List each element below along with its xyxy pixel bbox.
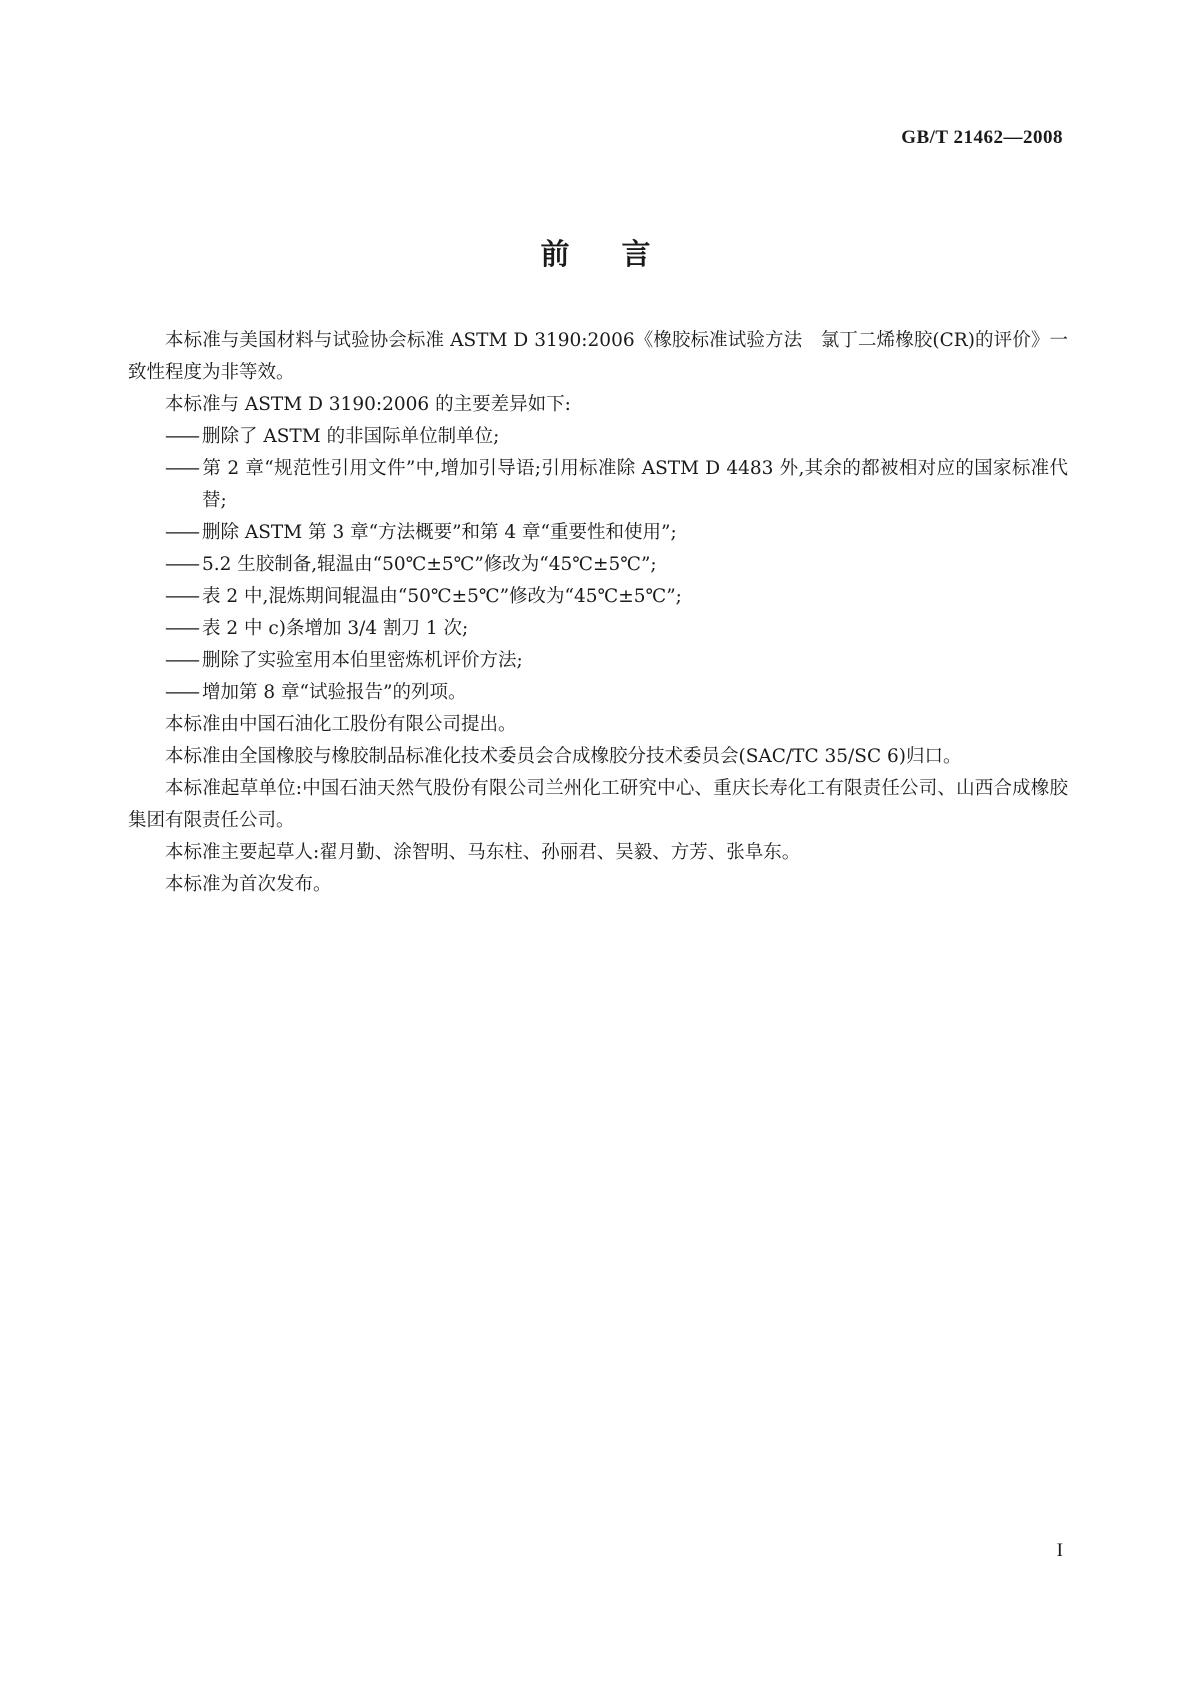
dash-marker: —— <box>165 522 198 543</box>
differences-list <box>128 421 1068 709</box>
paragraph-differences-intro: 本标准与 ASTM D 3190:2006 的主要差异如下: <box>165 394 571 415</box>
dash-marker: —— <box>165 618 198 639</box>
dash-marker: —— <box>165 426 198 447</box>
list-item <box>128 645 1068 677</box>
dash-marker: —— <box>165 554 198 575</box>
page-title: 前言 <box>540 237 703 271</box>
list-item <box>128 453 1068 517</box>
list-item-text: 5.2 生胶制备,辊温由“50℃±5℃”修改为“45℃±5℃”; <box>202 554 657 575</box>
standard-code: GB/T 21462—2008 <box>901 127 1063 148</box>
list-item <box>128 517 1068 549</box>
list-item-text: 删除了 ASTM 的非国际单位制单位; <box>202 426 500 447</box>
dash-marker: —— <box>165 586 198 607</box>
page-number: I <box>1056 1540 1063 1561</box>
list-item <box>128 613 1068 645</box>
paragraph-drafters: 本标准主要起草人:翟月勤、涂智明、马东柱、孙丽君、吴毅、方芳、张阜东。 <box>165 842 801 863</box>
list-item-text: 表 2 中 c)条增加 3/4 割刀 1 次; <box>202 618 469 639</box>
list-item-text: 第 2 章“规范性引用文件”中,增加引导语;引用标准除 ASTM D 4483 外,其余的都被相对应的国家标准代替; <box>202 458 1068 511</box>
paragraph-drafting-units: 本标准起草单位:中国石油天然气股份有限公司兰州化工研究中心、重庆长寿化工有限责任公司、山西合成橡胶集团有限责任公司。 <box>128 778 1068 831</box>
list-item <box>128 549 1068 581</box>
list-item <box>128 677 1068 709</box>
dash-marker: —— <box>165 458 198 479</box>
paragraph-proposer: 本标准由中国石油化工股份有限公司提出。 <box>165 714 517 735</box>
dash-marker: —— <box>165 682 198 703</box>
list-item-text: 删除了实验室用本伯里密炼机评价方法; <box>202 650 523 671</box>
list-item <box>128 421 1068 453</box>
list-item-text: 删除 ASTM 第 3 章“方法概要”和第 4 章“重要性和使用”; <box>202 522 677 543</box>
dash-marker: —— <box>165 650 198 671</box>
paragraph-committee: 本标准由全国橡胶与橡胶制品标准化技术委员会合成橡胶分技术委员会(SAC/TC 35/SC 6)归口。 <box>165 746 962 767</box>
foreword-body <box>128 325 1068 901</box>
paragraph-first-release: 本标准为首次发布。 <box>165 874 332 895</box>
list-item <box>128 581 1068 613</box>
list-item-text: 表 2 中,混炼期间辊温由“50℃±5℃”修改为“45℃±5℃”; <box>202 586 682 607</box>
list-item-text: 增加第 8 章“试验报告”的列项。 <box>202 682 467 703</box>
paragraph-equivalence: 本标准与美国材料与试验协会标准 ASTM D 3190:2006《橡胶标准试验方法 氯丁二烯橡胶(CR)的评价》一致性程度为非等效。 <box>128 330 1068 383</box>
